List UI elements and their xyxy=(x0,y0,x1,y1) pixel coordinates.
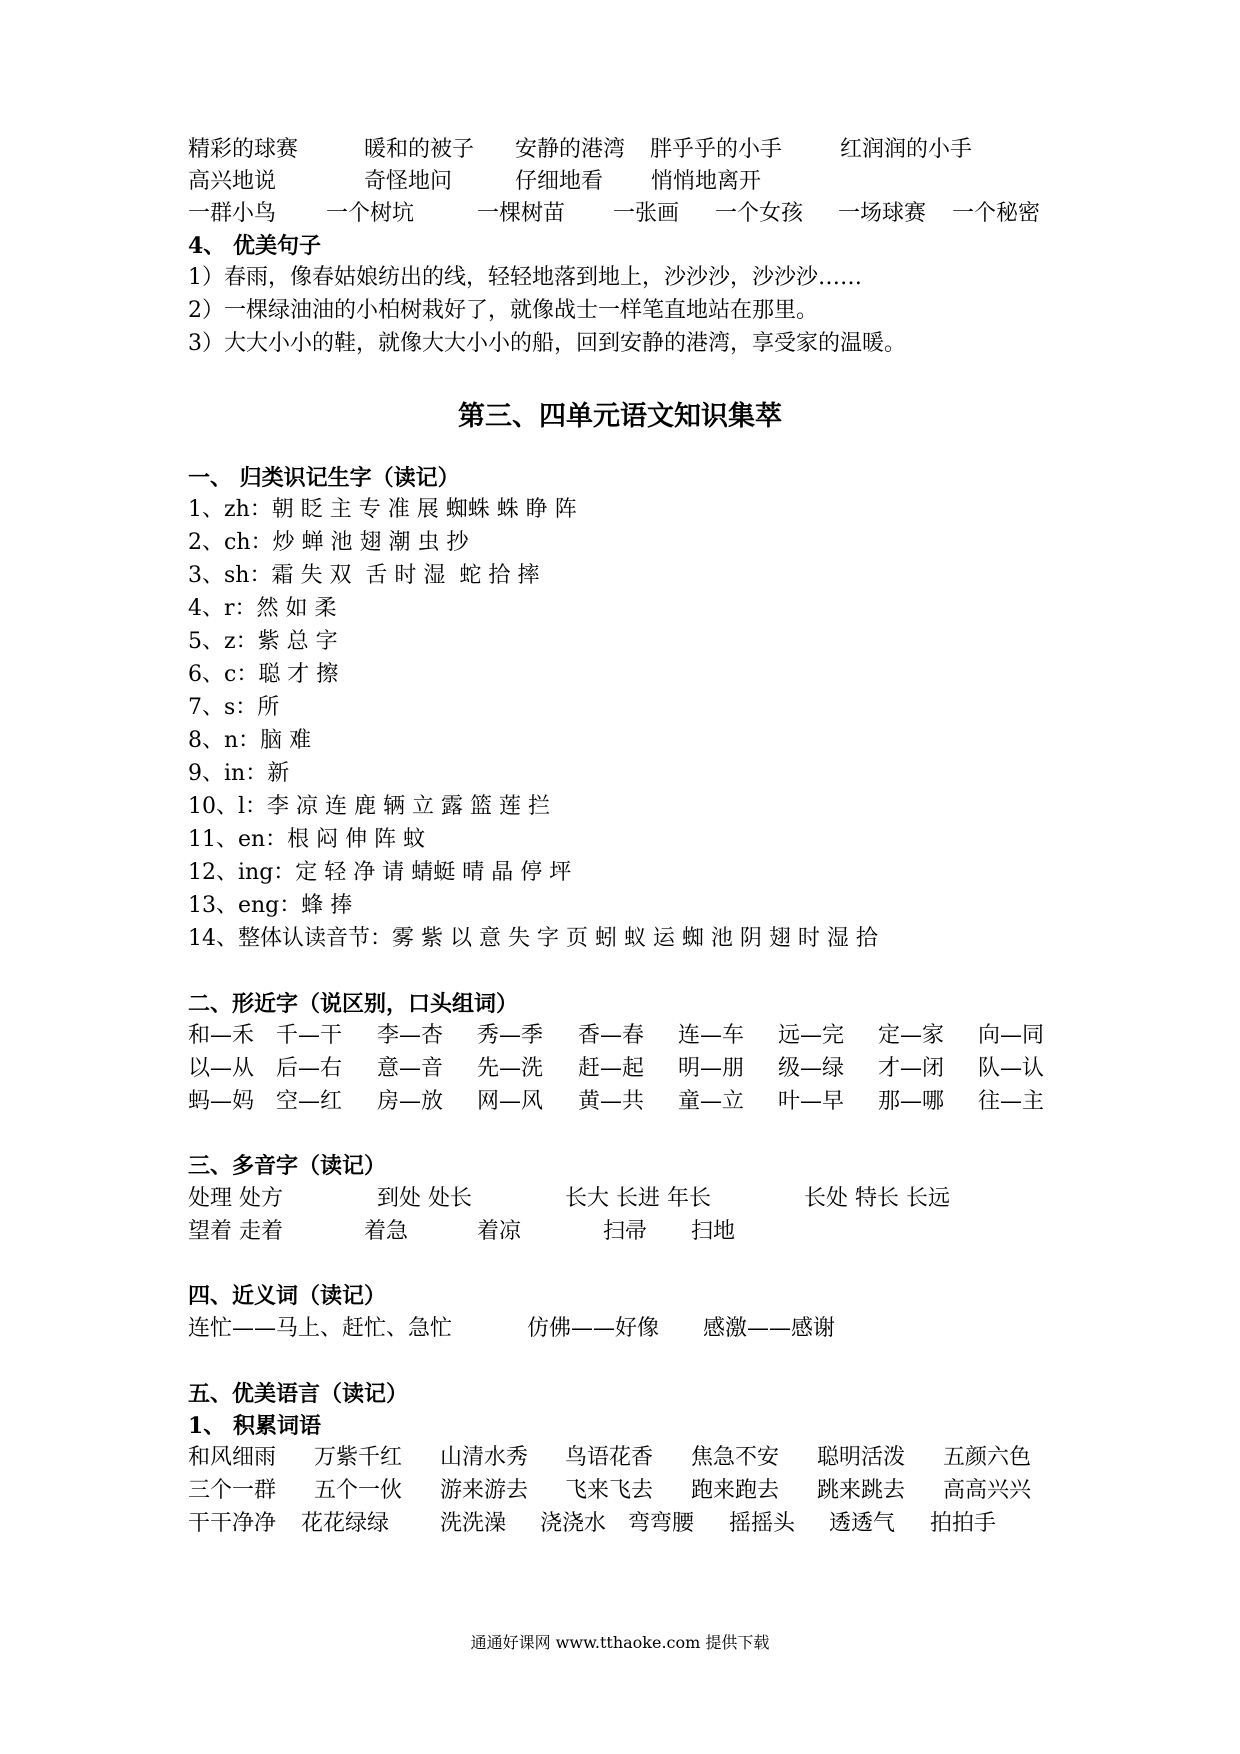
synonym-group: 连忙——马上、赶忙、急忙 xyxy=(188,1316,453,1341)
idiom: 洗洗澡 xyxy=(440,1511,507,1536)
char-pair: 连—车 xyxy=(678,1023,745,1048)
phrase: 一个秘密 xyxy=(952,201,1041,226)
sentence: 1）春雨，像春姑娘纺出的线，轻轻地落到地上，沙沙沙，沙沙沙…… xyxy=(188,265,862,290)
char-pair: 李—杏 xyxy=(377,1023,444,1048)
phrase: 红润润的小手 xyxy=(840,137,973,162)
page-title: 第三、四单元语文知识集萃 xyxy=(458,401,782,432)
section-heading: 四、近义词（读记） xyxy=(188,1283,387,1309)
char-pair: 那—哪 xyxy=(878,1089,945,1114)
section-heading: 一、 归类识记生字（读记） xyxy=(188,465,460,491)
phrase: 一张画 xyxy=(613,201,680,226)
phrase: 悄悄地离开 xyxy=(651,169,762,194)
polyphone-group: 到处 处长 xyxy=(377,1186,472,1211)
char-pair: 意—音 xyxy=(377,1056,444,1081)
phrase: 胖乎乎的小手 xyxy=(650,137,783,162)
char-pair: 房—放 xyxy=(377,1089,444,1114)
idiom: 跳来跳去 xyxy=(817,1478,906,1503)
idiom: 浇浇水 xyxy=(540,1511,607,1536)
char-group: 12、ing：定 轻 净 请 蜻蜓 晴 晶 停 坪 xyxy=(188,860,572,885)
char-group: 7、s：所 xyxy=(188,695,280,720)
char-pair: 以—从 xyxy=(188,1056,255,1081)
char-pair: 向—同 xyxy=(978,1023,1045,1048)
char-pair: 蚂—妈 xyxy=(188,1089,255,1114)
char-pair: 秀—季 xyxy=(477,1023,544,1048)
char-pair: 和—禾 xyxy=(188,1023,255,1048)
polyphone-group: 着急 xyxy=(364,1219,409,1244)
char-pair: 叶—早 xyxy=(778,1089,845,1114)
idiom: 弯弯腰 xyxy=(628,1511,695,1536)
char-group: 8、n：脑 难 xyxy=(188,728,312,753)
phrase: 安静的港湾 xyxy=(515,137,626,162)
idiom: 花花绿绿 xyxy=(301,1511,390,1536)
idiom: 五个一伙 xyxy=(314,1478,403,1503)
idiom: 山清水秀 xyxy=(440,1445,529,1470)
char-group: 6、c：聪 才 擦 xyxy=(188,662,339,687)
idiom: 拍拍手 xyxy=(930,1511,997,1536)
char-pair: 网—风 xyxy=(477,1089,544,1114)
idiom: 跑来跑去 xyxy=(691,1478,780,1503)
polyphone-group: 着凉 xyxy=(477,1219,522,1244)
char-group: 2、ch：炒 蝉 池 翅 潮 虫 抄 xyxy=(188,530,469,555)
phrase: 一棵树苗 xyxy=(477,201,566,226)
phrase: 精彩的球赛 xyxy=(188,137,299,162)
char-group: 9、in：新 xyxy=(188,761,290,786)
char-pair: 童—立 xyxy=(678,1089,745,1114)
idiom: 干干净净 xyxy=(188,1511,277,1536)
idiom: 聪明活泼 xyxy=(817,1445,906,1470)
idiom: 鸟语花香 xyxy=(565,1445,654,1470)
phrase: 一群小鸟 xyxy=(188,201,277,226)
idiom: 摇摇头 xyxy=(729,1511,796,1536)
char-group: 5、z：紫 总 字 xyxy=(188,629,338,654)
sub-heading: 1、 积累词语 xyxy=(188,1413,321,1439)
polyphone-group: 长处 特长 长远 xyxy=(804,1186,950,1211)
char-pair: 赶—起 xyxy=(578,1056,645,1081)
phrase: 一个女孩 xyxy=(715,201,804,226)
char-group: 11、en：根 闷 伸 阵 蚊 xyxy=(188,827,426,852)
idiom: 三个一群 xyxy=(188,1478,277,1503)
polyphone-group: 长大 长进 年长 xyxy=(565,1186,711,1211)
phrase: 奇怪地问 xyxy=(364,169,453,194)
char-pair: 黄—共 xyxy=(578,1089,645,1114)
polyphone-group: 处理 处方 xyxy=(188,1186,283,1211)
char-pair: 队—认 xyxy=(978,1056,1045,1081)
sentence: 2）一棵绿油油的小柏树栽好了，就像战士一样笔直地站在那里。 xyxy=(188,298,818,323)
char-pair: 往—主 xyxy=(978,1089,1045,1114)
section-heading: 三、多音字（读记） xyxy=(188,1153,387,1179)
idiom: 透透气 xyxy=(829,1511,896,1536)
char-pair: 定—家 xyxy=(878,1023,945,1048)
char-group: 1、zh：朝 眨 主 专 准 展 蜘蛛 蛛 睁 阵 xyxy=(188,497,577,522)
char-pair: 明—朋 xyxy=(678,1056,745,1081)
char-group: 13、eng：蜂 捧 xyxy=(188,893,353,918)
phrase: 仔细地看 xyxy=(515,169,604,194)
char-pair: 远—完 xyxy=(778,1023,845,1048)
char-group: 4、r：然 如 柔 xyxy=(188,596,337,621)
char-group: 14、整体认读音节：雾 紫 以 意 失 字 页 蚓 蚁 运 蜘 池 阴 翅 时 湿 拾 xyxy=(188,926,878,951)
char-pair: 才—闭 xyxy=(878,1056,945,1081)
synonym-group: 感激——感谢 xyxy=(703,1316,836,1341)
phrase: 一场球赛 xyxy=(838,201,927,226)
idiom: 高高兴兴 xyxy=(943,1478,1032,1503)
idiom: 焦急不安 xyxy=(691,1445,780,1470)
page-footer: 通通好课网 www.tthaoke.com 提供下载 xyxy=(470,1633,770,1652)
phrase: 一个树坑 xyxy=(326,201,415,226)
char-pair: 先—洗 xyxy=(477,1056,544,1081)
char-pair: 空—红 xyxy=(276,1089,343,1114)
idiom: 五颜六色 xyxy=(943,1445,1032,1470)
phrase: 高兴地说 xyxy=(188,169,277,194)
sentence: 3）大大小小的鞋，就像大大小小的船，回到安静的港湾，享受家的温暖。 xyxy=(188,331,906,356)
char-pair: 千—干 xyxy=(276,1023,343,1048)
phrase: 暖和的被子 xyxy=(364,137,475,162)
polyphone-group: 扫帚 xyxy=(603,1219,648,1244)
sentences-heading: 4、 优美句子 xyxy=(188,233,321,259)
char-pair: 后—右 xyxy=(276,1056,343,1081)
char-pair: 香—春 xyxy=(578,1023,645,1048)
idiom: 万紫千红 xyxy=(314,1445,403,1470)
section-heading: 二、形近字（说区别，口头组词） xyxy=(188,991,519,1017)
char-group: 10、l：李 凉 连 鹿 辆 立 露 篮 莲 拦 xyxy=(188,794,550,819)
polyphone-group: 扫地 xyxy=(691,1219,736,1244)
synonym-group: 仿佛——好像 xyxy=(527,1316,660,1341)
idiom: 和风细雨 xyxy=(188,1445,277,1470)
char-pair: 级—绿 xyxy=(778,1056,845,1081)
polyphone-group: 望着 走着 xyxy=(188,1219,283,1244)
idiom: 游来游去 xyxy=(440,1478,529,1503)
char-group: 3、sh：霜 失 双 舌 时 湿 蛇 拾 摔 xyxy=(188,563,540,588)
section-heading: 五、优美语言（读记） xyxy=(188,1381,409,1407)
idiom: 飞来飞去 xyxy=(565,1478,654,1503)
